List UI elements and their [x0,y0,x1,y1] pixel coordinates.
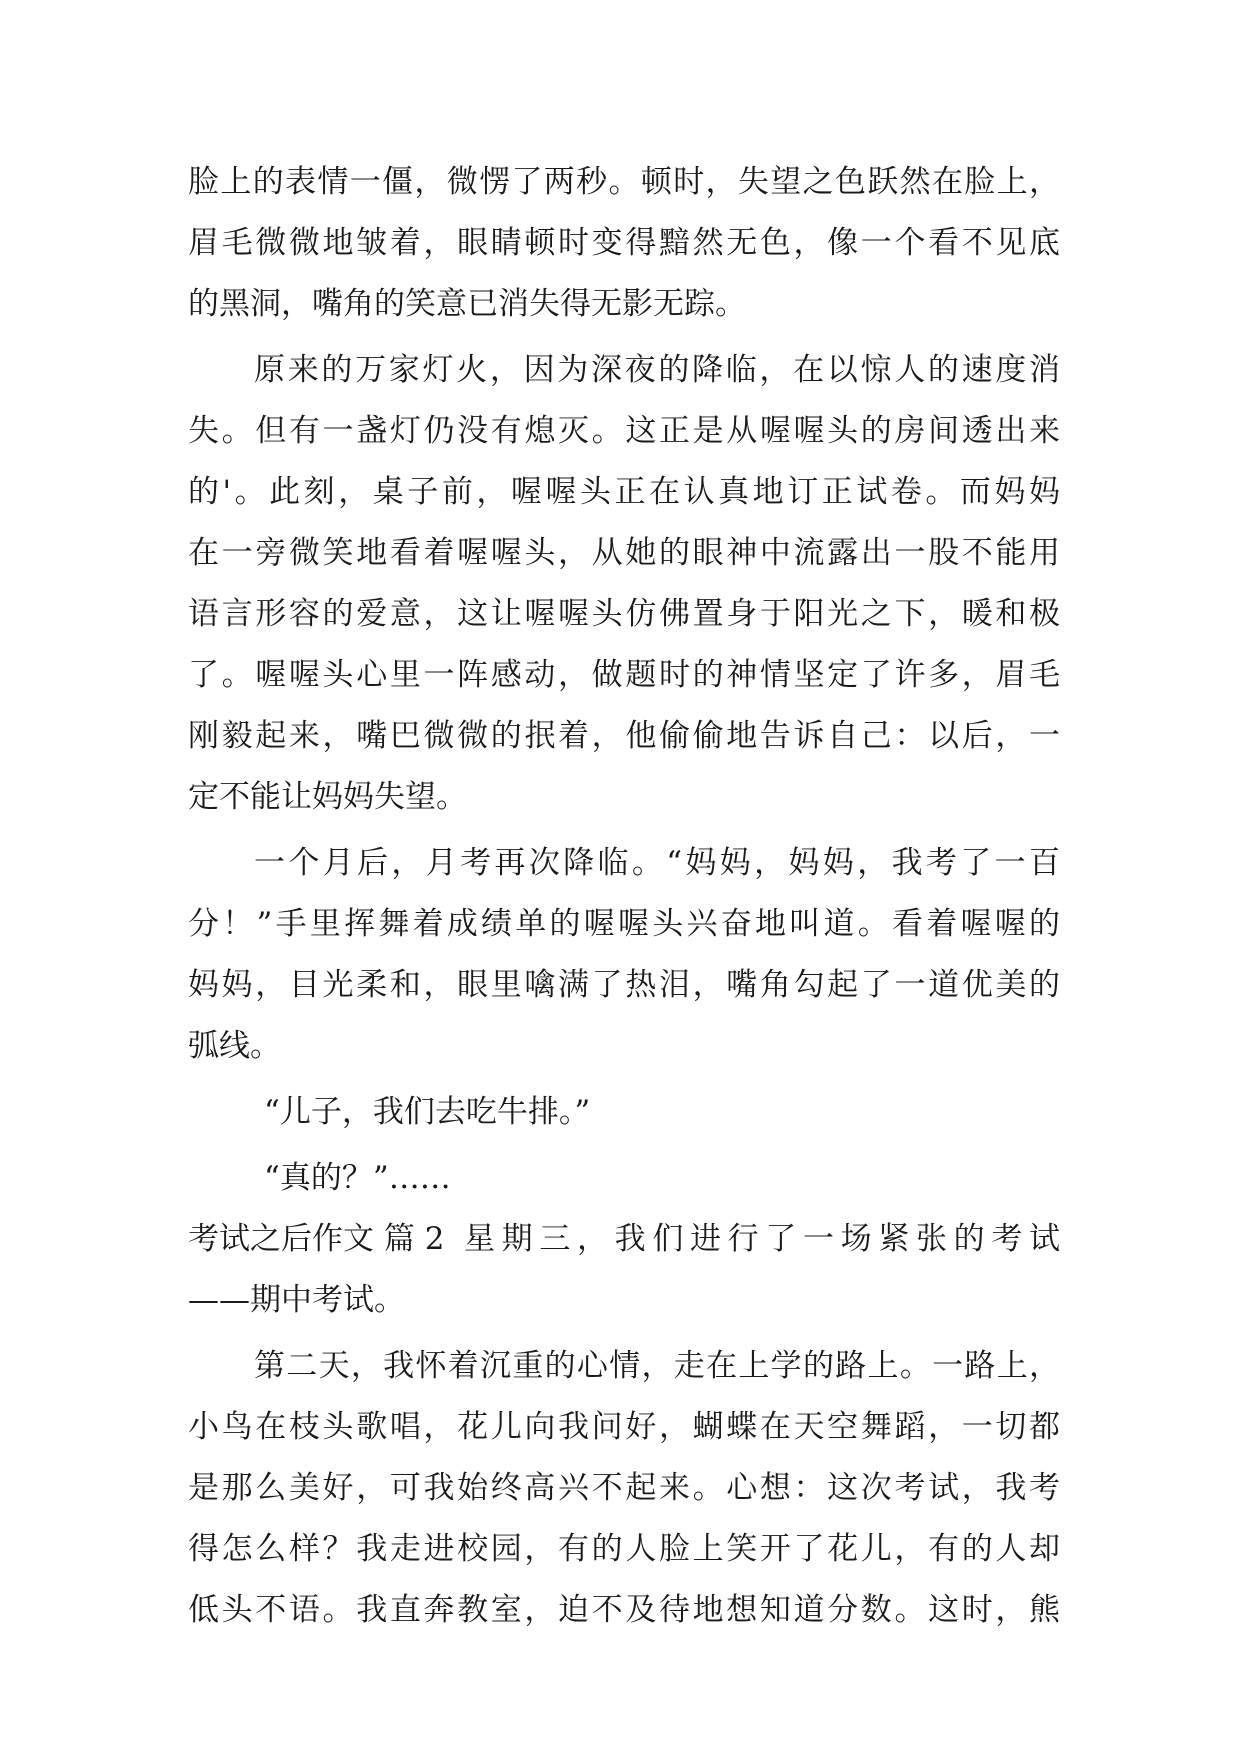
text-line: 是那么美好，可我始终高兴不起来。心想：这次考试，我考 [188,1470,1060,1506]
section-heading-line [188,1209,1060,1270]
text-line: 在一旁微笑地看着喔喔头，从她的眼神中流露出一股不能用 [188,535,1060,571]
text-line: 脸上的表情一僵，微愣了两秒。顿时，失望之色跃然在脸上， [188,164,1060,200]
text-line: 了。喔喔头心里一阵感动，做题时的神情坚定了许多，眉毛 [188,657,1060,693]
text-line: 分！”手里挥舞着成绩单的喔喔头兴奋地叫道。看着喔喔的 [188,906,1060,942]
document-page [188,152,1060,1641]
text-line: 小鸟在枝头歌唱，花儿向我问好，蝴蝶在天空舞蹈，一切都 [188,1409,1060,1445]
text-line: 弧线。 [188,1028,281,1064]
text-line: 失。但有一盏灯仍没有熄灭。这正是从喔喔头的房间透出来 [188,413,1060,449]
section-title: 考试之后作文 篇 2 [188,1221,445,1257]
text-line: 刚毅起来，嘴巴微微的抿着，他偷偷地告诉自己：以后，一 [188,718,1060,754]
text-line: 得怎么样？我走进校园，有的人脸上笑开了花儿，有的人却 [188,1531,1060,1567]
text-line: 眉毛微微地皱着，眼睛顿时变得黯然无色，像一个看不见底 [188,225,1060,261]
text-line: 原来的万家灯火，因为深夜的降临，在以惊人的速度消 [254,352,1060,388]
text-line: ——期中考试。 [188,1282,405,1318]
dialogue-line: “真的？”…… [264,1160,451,1196]
text-line: 妈妈，目光柔和，眼里噙满了热泪，嘴角勾起了一道优美的 [188,967,1060,1003]
text-line: 的黑洞，嘴角的笑意已消失得无影无踪。 [188,286,746,322]
text-line: 低头不语。我直奔教室，迫不及待地想知道分数。这时，熊 [188,1592,1060,1628]
text-line: 一个月后，月考再次降临。“妈妈，妈妈，我考了一百 [254,845,1060,881]
text-line: 第二天，我怀着沉重的心情，走在上学的路上。一路上， [254,1348,1060,1384]
text-line: 定不能让妈妈失望。 [188,779,467,815]
dialogue-line: “儿子，我们去吃牛排。” [264,1094,591,1130]
text-line: 星期三，我们进行了一场紧张的考试 [464,1221,1060,1257]
text-line: 的'。此刻，桌子前，喔喔头正在认真地订正试卷。而妈妈 [188,474,1060,510]
text-line: 语言形容的爱意，这让喔喔头仿佛置身于阳光之下，暖和极 [188,596,1060,632]
